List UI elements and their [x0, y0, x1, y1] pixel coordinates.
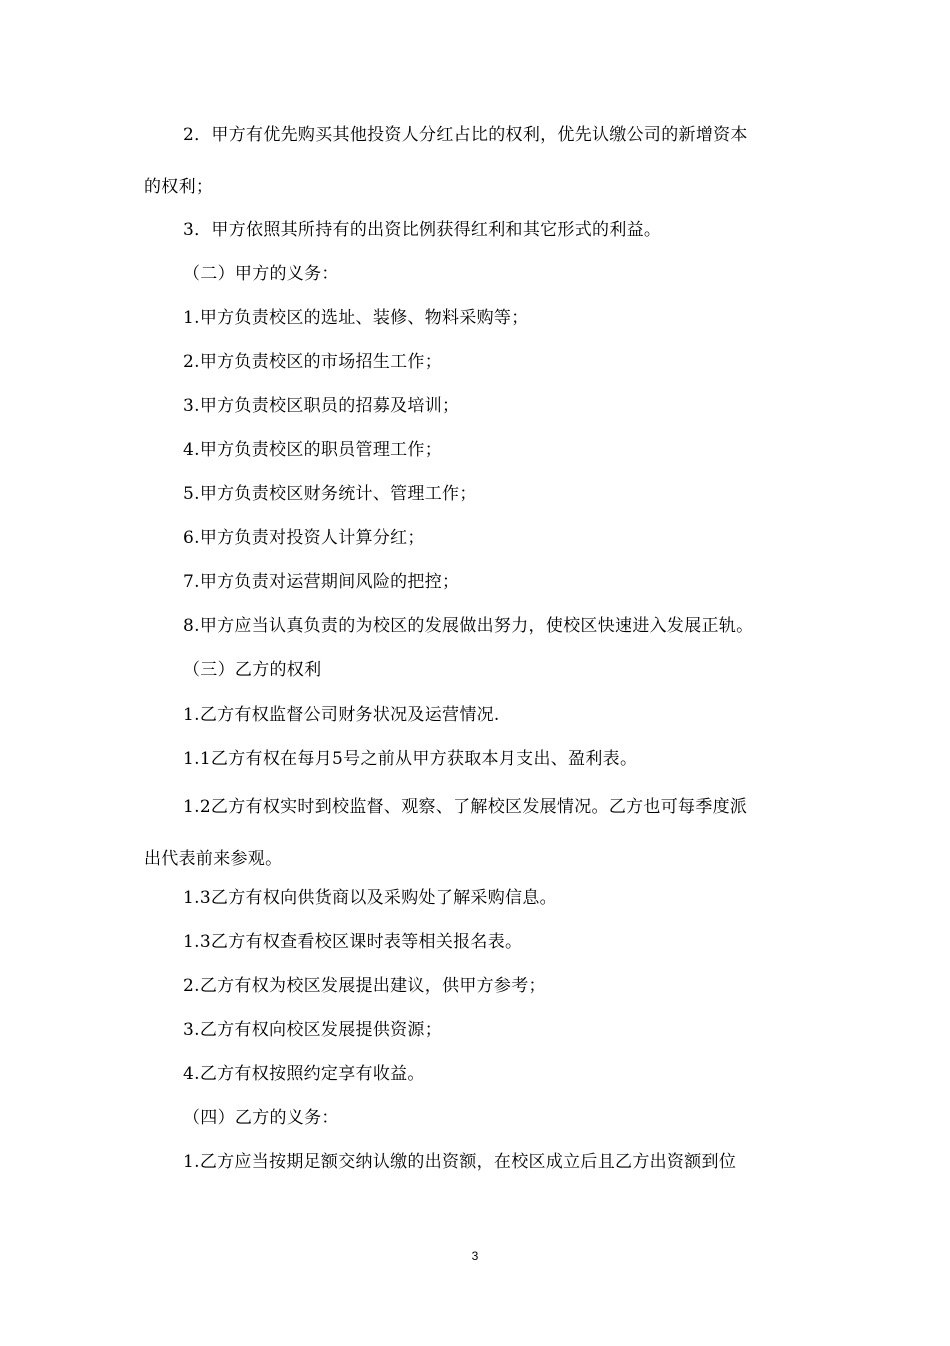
clause-obligation-3: 3.甲方负责校区职员的招募及培训； [183, 396, 460, 416]
clause-rights-3: 3．甲方依照其所持有的出资比例获得红利和其它形式的利益。 [183, 220, 662, 240]
clause-b-rights-2: 2.乙方有权为校区发展提出建议，供甲方参考； [183, 976, 546, 996]
clause-rights-2-cont: 的权利； [144, 177, 214, 197]
clause-b-rights-1-1: 1.1乙方有权在每月5号之前从甲方获取本月支出、盈利表。 [183, 749, 638, 769]
clause-b-obligation-1: 1.乙方应当按期足额交纳认缴的出资额，在校区成立后且乙方出资额到位 [183, 1152, 737, 1172]
clause-obligation-8: 8.甲方应当认真负责的为校区的发展做出努力，使校区快速进入发展正轨。 [183, 616, 754, 636]
clause-obligation-2: 2.甲方负责校区的市场招生工作； [183, 352, 443, 372]
clause-b-rights-1-2-cont: 出代表前来参观。 [144, 849, 283, 869]
section-heading-party-a-obligations: （二）甲方的义务： [183, 264, 339, 284]
clause-b-rights-4: 4.乙方有权按照约定享有收益。 [183, 1064, 425, 1084]
section-heading-party-b-obligations: （四）乙方的义务： [183, 1108, 339, 1128]
clause-rights-2: 2．甲方有优先购买其他投资人分红占比的权利，优先认缴公司的新增资本 [183, 125, 748, 145]
clause-obligation-5: 5.甲方负责校区财务统计、管理工作； [183, 484, 477, 504]
page-number: 3 [471, 1249, 479, 1263]
clause-obligation-6: 6.甲方负责对投资人计算分红； [183, 528, 425, 548]
clause-b-rights-1-3b: 1.3乙方有权查看校区课时表等相关报名表。 [183, 932, 523, 952]
clause-obligation-7: 7.甲方负责对运营期间风险的把控； [183, 572, 460, 592]
clause-b-rights-3: 3.乙方有权向校区发展提供资源； [183, 1020, 443, 1040]
clause-b-rights-1-3a: 1.3乙方有权向供货商以及采购处了解采购信息。 [183, 888, 557, 908]
clause-obligation-1: 1.甲方负责校区的选址、装修、物料采购等； [183, 308, 529, 328]
clause-b-rights-1: 1.乙方有权监督公司财务状况及运营情况. [183, 705, 500, 725]
section-heading-party-b-rights: （三）乙方的权利 [183, 660, 322, 680]
clause-obligation-4: 4.甲方负责校区的职员管理工作； [183, 440, 443, 460]
clause-b-rights-1-2: 1.2乙方有权实时到校监督、观察、了解校区发展情况。乙方也可每季度派 [183, 797, 748, 817]
